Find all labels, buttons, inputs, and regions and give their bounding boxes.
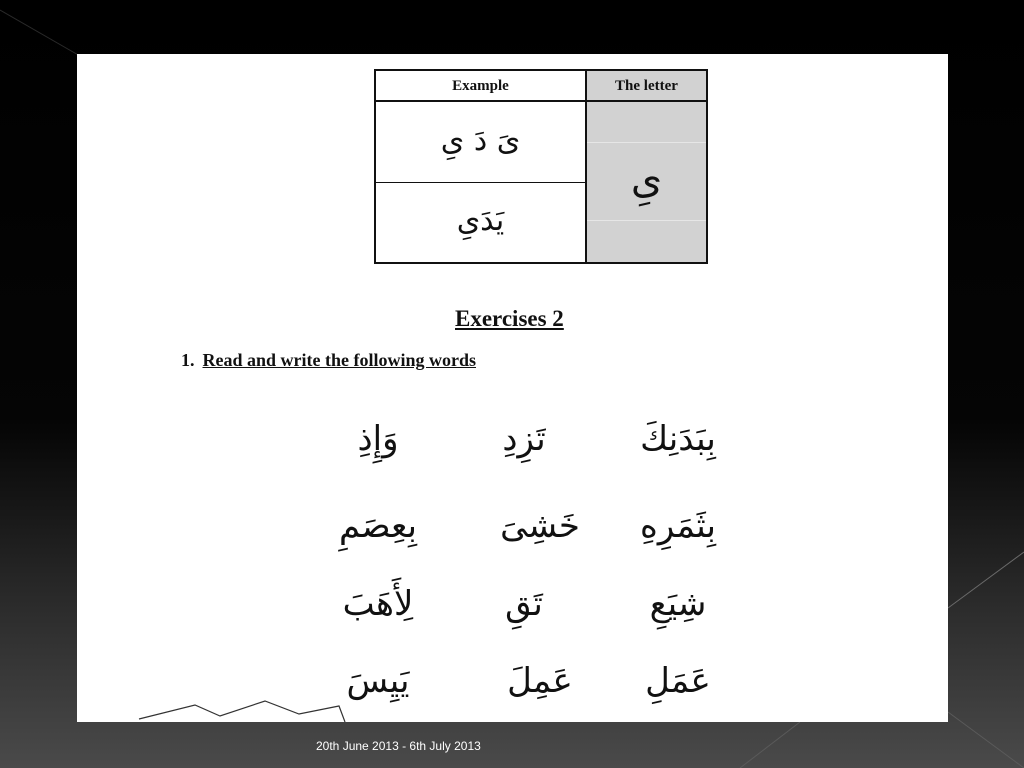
word-row4-col3: يَيِسَ	[346, 661, 410, 701]
table-header-letter: The letter	[587, 71, 706, 102]
word-row1-col1: بِبَدَنِكَ	[640, 419, 716, 459]
table-header-example: Example	[376, 71, 587, 102]
exercise-title: Exercises 2	[455, 306, 564, 331]
table-faint-gridline	[587, 220, 706, 221]
table-example-1: ىَ دَ ىِ	[376, 102, 587, 183]
word-row2-col3: بِعِصَمِ	[339, 506, 417, 546]
deco-line-top-left	[0, 10, 80, 56]
word-row2-col1: بِثَمَرِهِ	[640, 506, 716, 546]
table-faint-gridline	[587, 142, 706, 143]
word-row3-col2: تَقِ	[505, 584, 543, 624]
deco-line-bottom-right	[948, 712, 1024, 768]
word-row2-col2: خَشِىَ	[500, 506, 580, 546]
word-row1-col3: وَإِذِ	[357, 419, 399, 459]
deco-line-bottom	[740, 722, 800, 768]
instruction-number: 1.	[181, 350, 195, 370]
word-row4-col2: عَمِلَ	[507, 661, 573, 701]
table-example-2: يَدَىِ	[376, 183, 587, 262]
exercise-instruction	[181, 350, 476, 371]
instruction-text: Read and write the following words	[202, 350, 476, 370]
slide-content	[77, 54, 948, 722]
footer-date-range: 20th June 2013 - 6th July 2013	[316, 739, 481, 753]
word-row1-col2: تَزِدِ	[502, 419, 546, 459]
word-row3-col3: لِأَهَبَ	[342, 584, 414, 624]
word-row3-col1: شِيَعِ	[649, 584, 707, 624]
letter-table	[374, 69, 708, 264]
deco-line-right	[948, 552, 1024, 608]
starburst-decoration	[77, 694, 377, 722]
word-row4-col1: عَمَلِ	[645, 661, 711, 701]
table-letter-cell: ىِ	[587, 102, 706, 262]
